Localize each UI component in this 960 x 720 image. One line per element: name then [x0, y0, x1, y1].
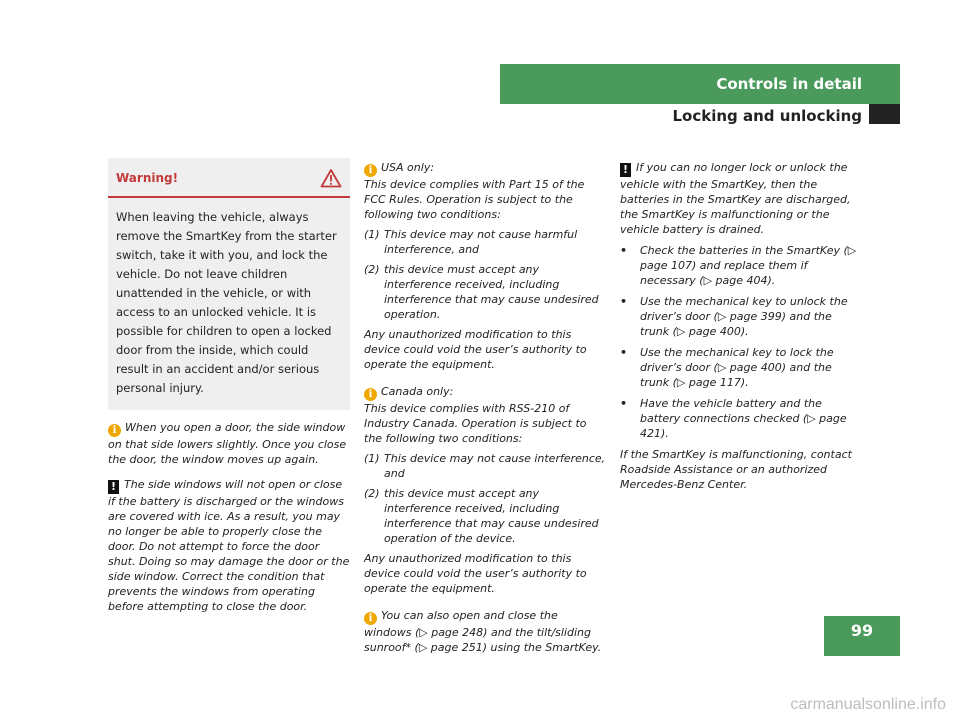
usa-heading: USA only:: [381, 161, 435, 174]
info-icon: i: [108, 424, 121, 437]
smartkey-caution-text: If you can no longer lock or unlock the vehicle with the SmartKey, then the batteries in the SmartKey are discharged, the SmartKey is malfunctioning or the vehicle battery is drained.: [620, 161, 851, 236]
smartkey-steps: [620, 243, 864, 441]
caution-icon: !: [620, 163, 631, 177]
warning-triangle-icon: [320, 168, 342, 188]
bullet: •: [620, 346, 628, 359]
list-item: [620, 294, 864, 339]
list-text: Use the mechanical key to unlock the driver’s door (▷ page 399) and the trunk (▷ page 400).: [640, 295, 848, 338]
canada-intro: This device complies with RSS-210 of Industry Canada. Operation is subject to the following two conditions:: [364, 402, 587, 445]
smartkey-closing: If the SmartKey is malfunctioning, contact Roadside Assistance or an authorized Mercedes-Benz Center.: [620, 448, 852, 491]
usa-note: [364, 160, 608, 372]
list-number: (1): [364, 452, 380, 465]
bullet: •: [620, 244, 628, 257]
list-text: This device may not cause harmful interference, and: [384, 228, 578, 256]
section-marker: [869, 104, 900, 124]
usa-conditions: [364, 227, 608, 322]
list-text: this device must accept any interference received, including interference that may cause undesired operation of the device.: [384, 487, 599, 545]
caution-note-windows: [108, 477, 350, 614]
list-text: Have the vehicle battery and the battery connections checked (▷ page 421).: [640, 397, 847, 440]
info-note-text: When you open a door, the side window on that side lowers slightly. Once you close the door, the window moves up again.: [108, 421, 347, 466]
list-item: [620, 243, 864, 288]
list-item: [364, 451, 608, 481]
list-text: this device must accept any interference received, including interference that may cause undesired operation.: [384, 263, 599, 321]
warning-box: [108, 158, 350, 410]
usa-intro: This device complies with Part 15 of the FCC Rules. Operation is subject to the following two conditions:: [364, 178, 585, 221]
bullet: •: [620, 397, 628, 410]
page-number: 99: [824, 616, 900, 656]
warning-header: [108, 158, 350, 198]
list-number: (2): [364, 263, 380, 276]
windows-smartkey-note: [364, 608, 608, 655]
caution-icon: !: [108, 480, 119, 494]
info-note-window: [108, 420, 350, 467]
smartkey-caution: [620, 160, 864, 492]
warning-text: When leaving the vehicle, always remove the SmartKey from the starter switch, take it with you, and lock the vehicle. Do not leave children unattended in the vehicle, or with access to an unlocked vehicle. It is possible for children to open a locked door from the inside, which could result in an accident and/or serious personal injury.: [116, 210, 337, 395]
list-number: (1): [364, 228, 380, 241]
column-3: [620, 158, 864, 497]
bullet: •: [620, 295, 628, 308]
watermark: carmanualsonline.info: [790, 696, 946, 713]
info-icon: i: [364, 388, 377, 401]
canada-conditions: [364, 451, 608, 546]
list-item: [364, 262, 608, 322]
list-item: [620, 396, 864, 441]
subsection-title: Locking and unlocking: [672, 107, 862, 125]
list-item: [364, 486, 608, 546]
list-item: [364, 227, 608, 257]
list-number: (2): [364, 487, 380, 500]
canada-heading: Canada only:: [381, 385, 454, 398]
caution-note-text: The side windows will not open or close if the battery is discharged or the windows are covered with ice. As a result, you may no longer be able to properly close the door. Do not attempt to force the door shut. Doing so may damage the door or the side window. Correct the condition that prevents the windows from operating before attempting to close the door.: [108, 478, 350, 613]
column-2: [364, 158, 608, 660]
list-item: [620, 345, 864, 390]
warning-title: Warning!: [116, 170, 179, 185]
list-text: Use the mechanical key to lock the driver’s door (▷ page 400) and the trunk (▷ page 117).: [640, 346, 834, 389]
windows-note-text: You can also open and close the windows (▷ page 248) and the tilt/sliding sunroof* (▷ page 251) using the SmartKey.: [364, 609, 602, 654]
section-header: Controls in detail: [500, 64, 900, 104]
canada-note: [364, 384, 608, 596]
info-icon: i: [364, 164, 377, 177]
canada-footer: Any unauthorized modification to this device could void the user’s authority to operate the equipment.: [364, 552, 587, 595]
column-1: [108, 158, 350, 619]
info-icon: i: [364, 612, 377, 625]
list-text: Check the batteries in the SmartKey (▷ page 107) and replace them if necessary (▷ page 404).: [640, 244, 857, 287]
usa-footer: Any unauthorized modification to this device could void the user’s authority to operate the equipment.: [364, 328, 587, 371]
list-text: This device may not cause interference, and: [384, 452, 606, 480]
